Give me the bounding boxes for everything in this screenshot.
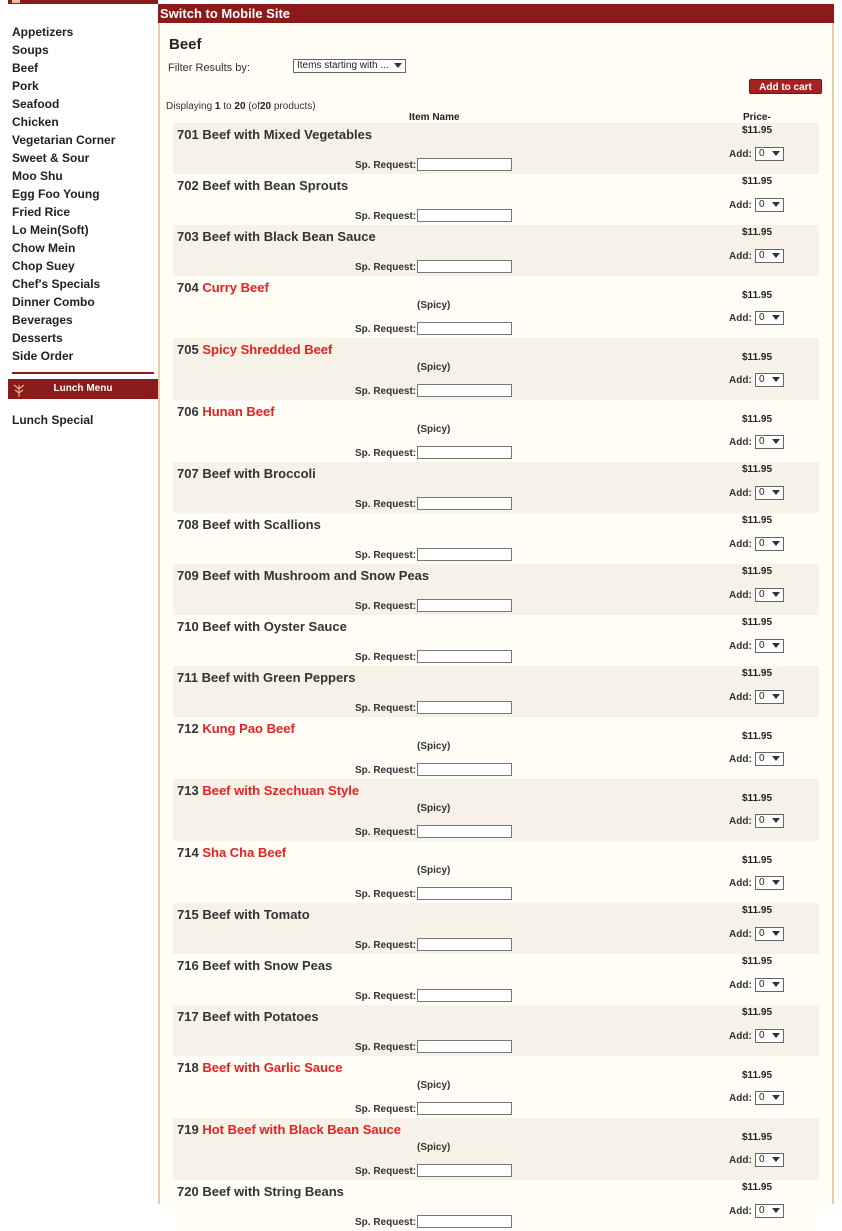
product-row	[173, 1180, 819, 1231]
product-row	[173, 1056, 819, 1118]
item-name: Hunan Beef	[202, 404, 275, 419]
quantity-value: 0	[759, 877, 765, 888]
quantity-value: 0	[759, 1154, 765, 1165]
spicy-tag: (Spicy)	[417, 803, 451, 814]
item-price: $11.95	[742, 1132, 773, 1143]
special-request-label: Sp. Request:	[355, 1104, 417, 1115]
sidebar-item-fried-rice[interactable]: Fried Rice	[12, 205, 71, 219]
sidebar-item-side-order[interactable]: Side Order	[12, 349, 74, 363]
chevron-down-icon	[772, 377, 780, 382]
quantity-value: 0	[759, 640, 765, 651]
special-request-input[interactable]	[417, 158, 512, 171]
quantity-select[interactable]	[755, 927, 784, 941]
spicy-tag: (Spicy)	[417, 362, 451, 373]
product-row	[173, 276, 819, 338]
item-heading	[177, 845, 286, 860]
quantity-value: 0	[759, 815, 765, 826]
item-heading	[177, 721, 295, 736]
add-label: Add:	[729, 878, 752, 889]
sidebar-item-chicken[interactable]: Chicken	[12, 115, 59, 129]
quantity-value: 0	[759, 691, 765, 702]
item-name: Sha Cha Beef	[202, 845, 287, 860]
sidebar-item-pork[interactable]: Pork	[12, 79, 39, 93]
special-request-input[interactable]	[417, 548, 512, 561]
chevron-down-icon	[772, 1095, 780, 1100]
chevron-down-icon	[772, 202, 780, 207]
chevron-down-icon	[772, 439, 780, 444]
add-label: Add:	[729, 641, 752, 652]
product-row	[173, 174, 819, 225]
item-name: Spicy Shredded Beef	[202, 342, 333, 357]
quantity-value: 0	[759, 250, 765, 261]
item-number: 708	[177, 517, 199, 532]
sidebar-item-appetizers[interactable]: Appetizers	[12, 25, 74, 39]
special-request-label: Sp. Request:	[355, 1042, 417, 1053]
item-number: 718	[177, 1060, 199, 1075]
special-request-input[interactable]	[417, 1102, 512, 1115]
item-number: 705	[177, 342, 199, 357]
quantity-select[interactable]	[755, 486, 784, 500]
special-request-input[interactable]	[417, 446, 512, 459]
item-name: Beef with Szechuan Style	[202, 783, 360, 798]
add-label: Add:	[729, 488, 752, 499]
add-label: Add:	[729, 251, 752, 262]
quantity-value: 0	[759, 928, 765, 939]
item-number: 720	[177, 1184, 199, 1199]
column-header-price: Price-	[743, 112, 771, 123]
item-heading	[177, 907, 310, 922]
sidebar-item-chop-suey[interactable]: Chop Suey	[12, 259, 75, 273]
product-row	[173, 225, 819, 276]
category-list	[8, 4, 158, 365]
add-label: Add:	[729, 1155, 752, 1166]
filter-select-value: Items starting with ...	[297, 60, 389, 71]
results-to-word: to	[223, 101, 232, 112]
quantity-select[interactable]	[755, 537, 784, 551]
item-name: Beef with Black Bean Sauce	[202, 229, 376, 244]
item-price: $11.95	[742, 515, 773, 526]
results-prefix: Displaying	[166, 101, 213, 112]
add-label: Add:	[729, 980, 752, 991]
special-request-label: Sp. Request:	[355, 550, 417, 561]
item-name: Beef with Mixed Vegetables	[202, 127, 373, 142]
chevron-down-icon	[772, 1033, 780, 1038]
chevron-down-icon	[772, 643, 780, 648]
item-name: Beef with Green Peppers	[201, 670, 356, 685]
quantity-value: 0	[759, 979, 765, 990]
spicy-tag: (Spicy)	[417, 865, 451, 876]
item-heading	[177, 783, 359, 798]
item-heading	[177, 127, 372, 142]
special-request-input[interactable]	[417, 209, 512, 222]
item-number: 701	[177, 127, 199, 142]
item-heading	[177, 568, 429, 583]
quantity-value: 0	[759, 487, 765, 498]
results-suffix: products)	[273, 101, 316, 112]
quantity-value: 0	[759, 199, 765, 210]
item-price: $11.95	[742, 1070, 773, 1081]
quantity-select[interactable]	[755, 690, 784, 704]
special-request-input[interactable]	[417, 497, 512, 510]
item-number: 702	[177, 178, 199, 193]
add-label: Add:	[729, 1031, 752, 1042]
product-row	[173, 615, 819, 666]
spicy-tag: (Spicy)	[417, 300, 451, 311]
item-name: Hot Beef with Black Bean Sauce	[202, 1122, 401, 1137]
item-heading	[177, 466, 316, 481]
add-label: Add:	[729, 313, 752, 324]
quantity-value: 0	[759, 374, 765, 385]
product-row	[173, 717, 819, 779]
add-label: Add:	[729, 1093, 752, 1104]
special-request-input[interactable]	[417, 1215, 512, 1228]
leaf-icon	[12, 381, 26, 397]
sidebar-item-sweet-sour[interactable]: Sweet & Sour	[12, 151, 90, 165]
item-name: Kung Pao Beef	[202, 721, 295, 736]
chevron-down-icon	[772, 1157, 780, 1162]
special-request-label: Sp. Request:	[355, 262, 417, 273]
item-price: $11.95	[742, 352, 773, 363]
chevron-down-icon	[772, 253, 780, 258]
item-name: Beef with Garlic Sauce	[202, 1060, 343, 1075]
chevron-down-icon	[772, 1208, 780, 1213]
quantity-value: 0	[759, 538, 765, 549]
results-to: 20	[234, 101, 246, 112]
item-heading	[177, 280, 269, 295]
sidebar-item-beverages[interactable]: Beverages	[12, 313, 73, 327]
item-price: $11.95	[742, 1007, 773, 1018]
item-heading	[177, 958, 332, 973]
corner-ornament-icon	[12, 0, 20, 3]
special-request-input[interactable]	[417, 701, 512, 714]
item-number: 704	[177, 280, 199, 295]
item-name: Beef with Tomato	[202, 907, 310, 922]
product-row	[173, 954, 819, 1005]
sidebar-item-moo-shu[interactable]: Moo Shu	[12, 169, 63, 183]
results-of: (of	[248, 101, 260, 112]
item-heading	[177, 670, 356, 685]
results-count	[166, 101, 316, 112]
product-row	[173, 123, 819, 174]
filter-label: Filter Results by:	[168, 62, 250, 74]
special-request-input[interactable]	[417, 938, 512, 951]
special-request-label: Sp. Request:	[355, 1217, 417, 1228]
quantity-select[interactable]	[755, 147, 784, 161]
special-request-input[interactable]	[417, 887, 512, 900]
add-label: Add:	[729, 754, 752, 765]
add-label: Add:	[729, 375, 752, 386]
item-number: 703	[177, 229, 199, 244]
quantity-select[interactable]	[755, 198, 784, 212]
item-number: 712	[177, 721, 199, 736]
main-panel	[158, 4, 834, 1228]
sidebar-item-vegetarian-corner[interactable]: Vegetarian Corner	[12, 133, 116, 147]
special-request-label: Sp. Request:	[355, 703, 417, 714]
special-request-input[interactable]	[417, 384, 512, 397]
switch-to-mobile-link[interactable]: Switch to Mobile Site	[158, 4, 834, 23]
quantity-value: 0	[759, 1205, 765, 1216]
results-from: 1	[214, 101, 221, 112]
special-request-input[interactable]	[417, 825, 512, 838]
chevron-down-icon	[772, 694, 780, 699]
quantity-select[interactable]	[755, 1204, 784, 1218]
quantity-value: 0	[759, 753, 765, 764]
quantity-select[interactable]	[755, 311, 784, 325]
chevron-down-icon	[772, 592, 780, 597]
add-label: Add:	[729, 539, 752, 550]
sidebar-item-egg-foo-young[interactable]: Egg Foo Young	[12, 187, 100, 201]
item-heading	[177, 1009, 319, 1024]
sidebar-item-dinner-combo[interactable]: Dinner Combo	[12, 295, 95, 309]
special-request-input[interactable]	[417, 989, 512, 1002]
item-number: 716	[177, 958, 199, 973]
chevron-down-icon	[772, 756, 780, 761]
item-price: $11.95	[742, 290, 773, 301]
special-request-input[interactable]	[417, 599, 512, 612]
spicy-tag: (Spicy)	[417, 1142, 451, 1153]
product-rows	[173, 123, 819, 1231]
item-number: 709	[177, 568, 199, 583]
filter-select[interactable]	[293, 59, 406, 73]
product-row	[173, 513, 819, 564]
item-price: $11.95	[742, 414, 773, 425]
add-label: Add:	[729, 200, 752, 211]
product-row	[173, 1005, 819, 1056]
item-price: $11.95	[742, 464, 773, 475]
product-row	[173, 666, 819, 717]
item-name: Beef with Broccoli	[202, 466, 316, 481]
product-row	[173, 462, 819, 513]
special-request-input[interactable]	[417, 650, 512, 663]
item-heading	[177, 404, 275, 419]
quantity-value: 0	[759, 436, 765, 447]
lunch-list	[8, 413, 158, 427]
item-number: 707	[177, 466, 199, 481]
add-label: Add:	[729, 692, 752, 703]
product-row	[173, 779, 819, 841]
item-heading	[177, 342, 332, 357]
item-price: $11.95	[742, 668, 773, 679]
quantity-value: 0	[759, 1092, 765, 1103]
item-price: $11.95	[742, 956, 773, 967]
special-request-label: Sp. Request:	[355, 940, 417, 951]
quantity-select[interactable]	[755, 639, 784, 653]
product-row	[173, 841, 819, 903]
special-request-label: Sp. Request:	[355, 601, 417, 612]
item-name: Beef with Mushroom and Snow Peas	[202, 568, 430, 583]
product-listing	[160, 23, 832, 1228]
chevron-down-icon	[772, 982, 780, 987]
chevron-down-icon	[772, 151, 780, 156]
chevron-down-icon	[772, 818, 780, 823]
special-request-input[interactable]	[417, 763, 512, 776]
quantity-select[interactable]	[755, 435, 784, 449]
add-to-cart-button[interactable]: Add to cart	[749, 79, 822, 94]
item-number: 713	[177, 783, 199, 798]
item-name: Beef with String Beans	[202, 1184, 344, 1199]
item-name: Beef with Snow Peas	[202, 958, 333, 973]
item-price: $11.95	[742, 125, 773, 136]
sidebar-item-desserts[interactable]: Desserts	[12, 331, 63, 345]
item-heading	[177, 1122, 401, 1137]
item-price: $11.95	[742, 905, 773, 916]
sidebar-item-lunch-special[interactable]: Lunch Special	[12, 413, 94, 427]
spicy-tag: (Spicy)	[417, 741, 451, 752]
add-label: Add:	[729, 1206, 752, 1217]
special-request-label: Sp. Request:	[355, 889, 417, 900]
item-name: Curry Beef	[202, 280, 269, 295]
quantity-value: 0	[759, 312, 765, 323]
product-row	[173, 338, 819, 400]
special-request-label: Sp. Request:	[355, 324, 417, 335]
quantity-select[interactable]	[755, 978, 784, 992]
chevron-down-icon	[772, 315, 780, 320]
quantity-select[interactable]	[755, 814, 784, 828]
sidebar-item-soups[interactable]: Soups	[12, 43, 49, 57]
chevron-down-icon	[772, 541, 780, 546]
special-request-input[interactable]	[417, 322, 512, 335]
special-request-label: Sp. Request:	[355, 827, 417, 838]
quantity-select[interactable]	[755, 1153, 784, 1167]
chevron-down-icon	[772, 880, 780, 885]
item-number: 706	[177, 404, 199, 419]
item-heading	[177, 517, 321, 532]
product-row	[173, 400, 819, 462]
item-number: 714	[177, 845, 199, 860]
add-label: Add:	[729, 590, 752, 601]
item-heading	[177, 619, 347, 634]
add-label: Add:	[729, 149, 752, 160]
quantity-select[interactable]	[755, 588, 784, 602]
sidebar-divider	[12, 372, 154, 374]
quantity-select[interactable]	[755, 249, 784, 263]
quantity-select[interactable]	[755, 752, 784, 766]
item-heading	[177, 1060, 343, 1075]
chevron-down-icon	[772, 931, 780, 936]
spicy-tag: (Spicy)	[417, 424, 451, 435]
add-label: Add:	[729, 816, 752, 827]
item-price: $11.95	[742, 176, 773, 187]
special-request-input[interactable]	[417, 260, 512, 273]
product-row	[173, 903, 819, 954]
item-price: $11.95	[742, 731, 773, 742]
item-price: $11.95	[742, 227, 773, 238]
chevron-down-icon	[394, 63, 402, 68]
special-request-label: Sp. Request:	[355, 386, 417, 397]
item-price: $11.95	[742, 793, 773, 804]
spicy-tag: (Spicy)	[417, 1080, 451, 1091]
item-price: $11.95	[742, 1182, 773, 1193]
page-title: Beef	[169, 36, 202, 53]
item-price: $11.95	[742, 566, 773, 577]
results-total: 20	[259, 101, 272, 112]
sidebar-item-chef-s-specials[interactable]: Chef's Specials	[12, 277, 101, 291]
lunch-menu-title: Lunch Menu	[53, 383, 113, 394]
special-request-label: Sp. Request:	[355, 652, 417, 663]
quantity-select[interactable]	[755, 1091, 784, 1105]
quantity-select[interactable]	[755, 876, 784, 890]
item-heading	[177, 178, 348, 193]
special-request-label: Sp. Request:	[355, 160, 417, 171]
column-header-item-name: Item Name	[409, 112, 460, 123]
special-request-label: Sp. Request:	[355, 448, 417, 459]
item-name: Beef with Oyster Sauce	[202, 619, 347, 634]
special-request-input[interactable]	[417, 1164, 512, 1177]
special-request-label: Sp. Request:	[355, 991, 417, 1002]
special-request-label: Sp. Request:	[355, 765, 417, 776]
sidebar-item-beef[interactable]: Beef	[12, 61, 39, 75]
quantity-value: 0	[759, 148, 765, 159]
lunch-menu-header	[8, 379, 158, 399]
product-row	[173, 1118, 819, 1180]
quantity-select[interactable]	[755, 373, 784, 387]
add-label: Add:	[729, 929, 752, 940]
item-number: 719	[177, 1122, 199, 1137]
add-label: Add:	[729, 437, 752, 448]
sidebar	[8, 0, 158, 427]
sidebar-top-bar	[8, 0, 158, 4]
item-name: Beef with Bean Sprouts	[202, 178, 349, 193]
item-number: 715	[177, 907, 199, 922]
item-price: $11.95	[742, 855, 773, 866]
item-number: 711	[177, 670, 198, 685]
sidebar-item-chow-mein[interactable]: Chow Mein	[12, 241, 76, 255]
quantity-select[interactable]	[755, 1029, 784, 1043]
special-request-label: Sp. Request:	[355, 499, 417, 510]
sidebar-item-lo-mein-soft[interactable]: Lo Mein(Soft)	[12, 223, 89, 237]
sidebar-item-seafood[interactable]: Seafood	[12, 97, 60, 111]
quantity-value: 0	[759, 1030, 765, 1041]
item-name: Beef with Potatoes	[202, 1009, 319, 1024]
special-request-input[interactable]	[417, 1040, 512, 1053]
item-number: 717	[177, 1009, 199, 1024]
item-number: 710	[177, 619, 199, 634]
item-heading	[177, 229, 376, 244]
product-row	[173, 564, 819, 615]
special-request-label: Sp. Request:	[355, 211, 417, 222]
chevron-down-icon	[772, 490, 780, 495]
quantity-value: 0	[759, 589, 765, 600]
special-request-label: Sp. Request:	[355, 1166, 417, 1177]
item-price: $11.95	[742, 617, 773, 628]
item-name: Beef with Scallions	[202, 517, 321, 532]
